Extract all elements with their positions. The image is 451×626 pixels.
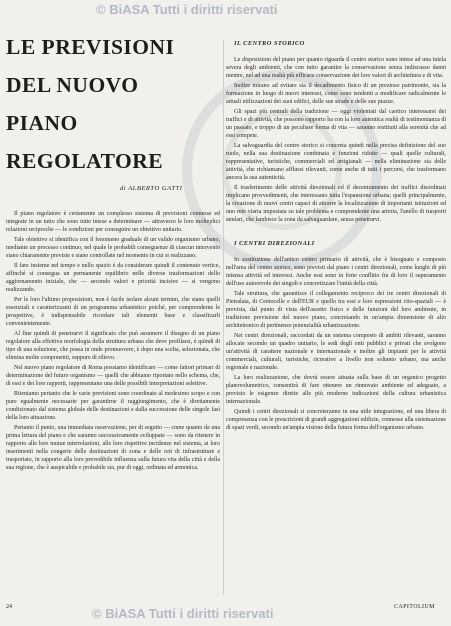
watermark-bottom: © BiASA Tutti i diritti riservati xyxy=(92,606,274,621)
paragraph: Il trasferimento delle attività direzionali ed il decentramento dei traffici disordinati implicano provvedimenti, che interessano tutta l'espansione urbana; quelli principalmente, la creazione di nuovi centri capaci di attrarre la localizzazione di importanti istituzioni ed uno rete viaria impostata su tale problema e comprendente una arteria, l'anello di trasporti anulari, che lambisce la zona da salvaguardare, senza penetrarvi. xyxy=(226,185,446,223)
paragraph: In sostituzione dell'antico centro primario di attività, che è bisognato e composto nell'area del centro storico, sono previsti dal piano i centri direzionali, come luoghi di più intensa attività ed interessi. Anche essi sono in forte conflitto fra di loro il superamento dell'uso autorevole dei singoli e concretizzare l'unità della città. xyxy=(226,257,446,287)
article-title xyxy=(6,28,222,180)
paragraph: Nel nuovo piano regolatore di Roma possiamo identificare — come fattori primari di determinazione del futuro organismo — quelli che abbiamo riportato nello schema, che, di essi e dei loro rapporti, rappresentano una delle possibili interpretazioni selettive. xyxy=(6,365,220,387)
left-column xyxy=(6,210,220,474)
section-heading: I CENTRI DIREZIONALI xyxy=(234,240,315,247)
paragraph: Tale obiettivo si identifica con il fenomeno graduale di un valido organismo urbano, mediante un processo continuo, nel quale le probabili conseguenze di ciascun intervento siano chiaramente previste e siano controllate nel momento in cui si realizzano. xyxy=(6,237,220,259)
article-author: di ALBERTO GATTI xyxy=(120,185,183,192)
paragraph: Nei centri direzionali, raccordati da un sistema composto di ambiti rilevanti, saranno allocate secondo un quadro unitario, le sedi degli enti pubblici e privati che svolgono un'attività di carattere nazionale e internazionale e inoltre gli impianti per le attività commerciali, culturali, turistiche, ricreative a livello non soltanto urbano, ma anche regionale e nazionale. xyxy=(226,333,446,371)
page-number: 24 xyxy=(6,604,12,610)
title-line: DEL NUOVO xyxy=(6,73,139,97)
title-line: REGOLATORE xyxy=(6,149,164,173)
paragraph: Riteniamo pertanto che le varie previsioni sono coordinate al medesimo scopo e con pure egualmente necessarie per garantirne il raggiungimento, che è direttamente condizionato dal sistema globale delle destinazioni e dalla successione delle singole fasi della loro attuazione. xyxy=(6,391,220,421)
paragraph: Pertanto il punto, una immediata osservazione, per di seguito — come quanto da una prima lettura del piano e che saranno successivamente sviluppate — sono da ritenere in rapporto alle loro mutue interrelazioni, alle loro rispettive incidenze nel sistema, ai loro inserimenti nella congerie delle destinazioni di zona e delle reti di infrastrutture e trasportato, in rapporto alla loro prevedibile influenza sulla futura vita della città e della sua regione, che è auspicabile e probabile sia, pur di oggi, ordinata ed armonica. xyxy=(6,425,220,471)
paragraph: Quindi i centri direzionali si concreteranno in una utile integrazione, ed una libera di compresenza con le prescrizioni di grandi aggregazioni edilizie, connesse alla sistemazione di spazi verdi, secondo un'ampia visione della futura forma dell'organismo urbano. xyxy=(226,409,446,431)
paragraph: Al fine quindi di penetrarvi il significato che può assumere il disegno di un piano regolatore alla effettiva morfologia della struttura urbana che deve profilarsi, è quindi di tipo di una soluzione, che possa in onde promuovere, è dopo una scelta, selezionata, che elimina molte componenti, seppure di rilievo. xyxy=(6,331,220,361)
section-heading: IL CENTRO STORICO xyxy=(234,40,305,47)
paragraph: La loro realizzazione, che dovrà essere attuata sulla base di un organico progetto planovolumetrico, consentirà di fare ottenere un rinnovato ambiente ed adeguato, a previsto le esigenze dirette alle più moderne indicazioni della cultura urbanistica internazionale. xyxy=(226,375,446,405)
paragraph: Tale struttura, che garantisce il collegamento reciproco dei tre centri direzionali di Pietralata, di Centocelle e dell'EUR e quello tra essi e loro espressioni cito-spaziali — è prevista, dal punto di vista dell'assetto fisico e delle funzioni del loro ambiente, in tradizione previsione del nuovo piano, concretando in un'ampia dimensione di alto architettonico di pertinenze potenzialità urbanizzazione. xyxy=(226,291,446,329)
watermark-top: © BiASA Tutti i diritti riservati xyxy=(96,2,278,17)
journal-name: CAPITOLIUM xyxy=(394,604,435,610)
title-line: PIANO xyxy=(6,111,78,135)
right-column xyxy=(226,40,446,434)
paragraph: Il piano regolatore è certamente un complesso sistema di previsioni connesse ed integrate in un tutto che sono tutte intese a determinare — attraverso le loro molteplici relazioni reciproche — le condizioni per conseguire un obiettivo unitario. xyxy=(6,211,220,233)
paragraph: Le disposizioni del piano per quanto riguarda il centro storico sono intese ad una tutela severa degli ambienti, che con tutto garantire la conservazione senza indiscusso danni mentre, nel ad una realtà più efficace conservazione dei loro valori di architettura e di vita. xyxy=(226,57,446,79)
paragraph: Gli spazi più centrali della tradizione — oggi violentati dal caotico interessarsi dei traffici e di attività, che possono rapporto ha con la loro autentica realtà di testimonianza di un passato, e troppo di un peculiare forma di vita — saranno restituiti alla serenità che ad essi compete. xyxy=(226,109,446,139)
column-divider xyxy=(223,40,224,595)
paragraph: Inoltre mirano ad evitare sia il decadimento fisico di un prezioso patrimonio, sia la formazione in luogo di nuovi interessi, come sono tendenti a modificare radicalmente le attuali utilizzazioni dei suoi edifici, delle sue strade e delle sue piazze. xyxy=(226,83,446,105)
paragraph: Il fare insieme nel tempo e nello spazio è da considerare quindi il contenuto vertice, affinché si consegua un permanente equilibrio nelle diverse trasformazioni dello aggiornamento iniziale, che — secondo valori e priorità incisive — si vengono realizzando. xyxy=(6,263,220,293)
title-line: LE PREVISIONI xyxy=(6,35,175,59)
paragraph: La salvaguardia del centro storico si concreta quindi nella precisa definizione del suo ruolo, nella sua destinazione combinata e funzioni ridotte — quali quelle culturali, rappresentative, turistiche, commerciali ed artigianali — nella eliminazione sia delle attività, che richiamano afflussi rilevanti, come anche di tutti i percorsi, che trasformano ancora la sua autenticità. xyxy=(226,143,446,181)
paragraph: Per le loro l'ultimo proposizioni, non è facile isolare alcuni termini, che siano quelli essenziali e caratterizzanti di un programma urbanistico poiché, per comprenderne le prospettive, è indispensabile ricordare tali elementi base e classificarli convenientemente. xyxy=(6,297,220,327)
